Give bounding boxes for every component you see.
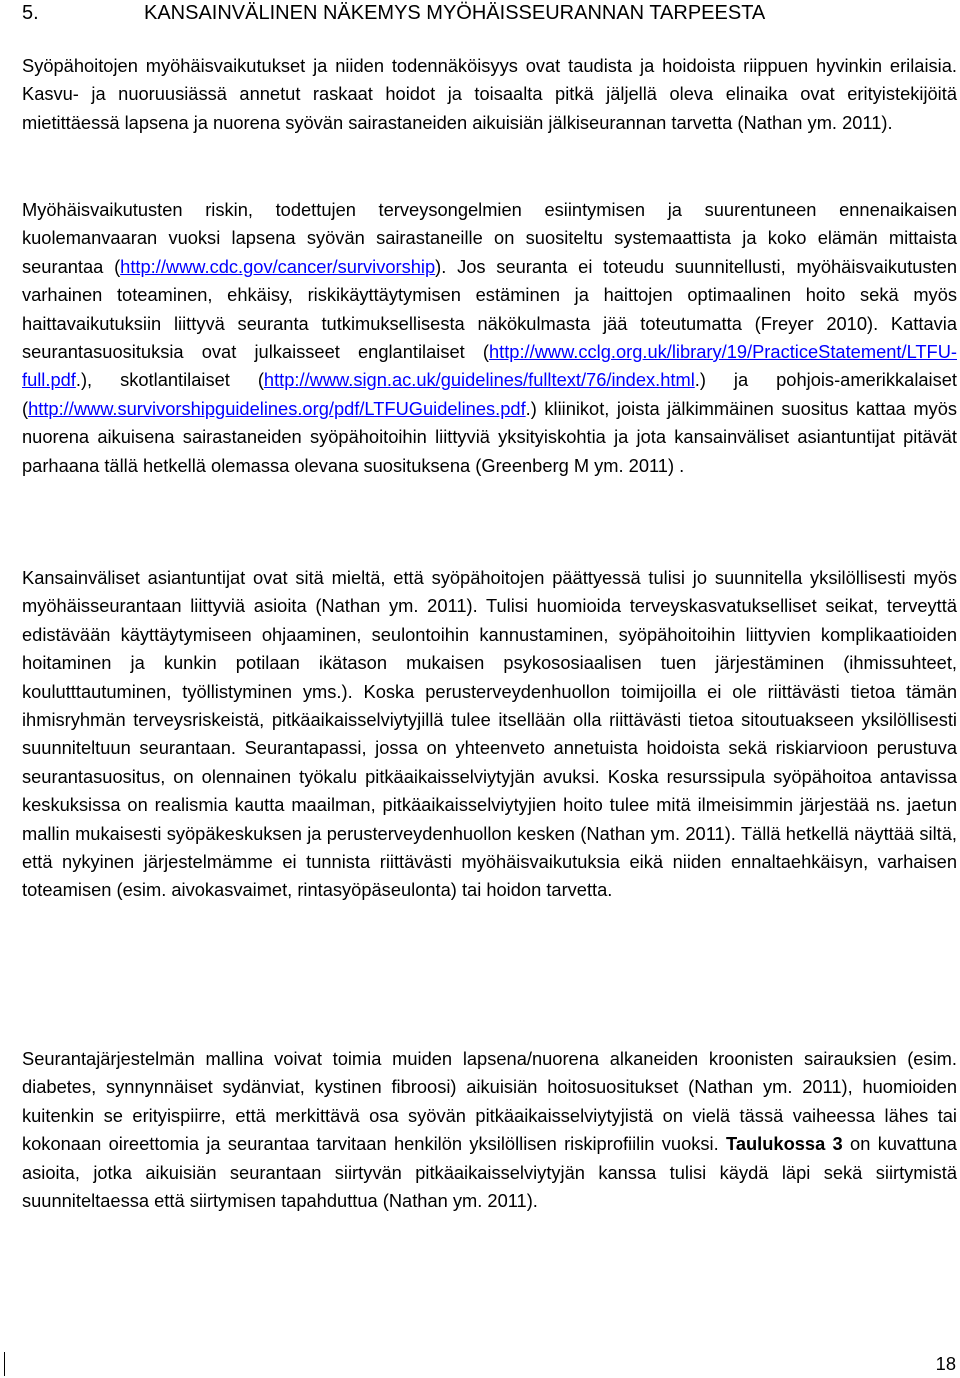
section-number: 5. xyxy=(22,2,39,24)
paragraph-intro: Syöpähoitojen myöhäisvaikutukset ja niiden todennäköisyys ovat taudista ja hoidoista riippuen hyvinkin erilaisia. Kasvu- ja nuoruusiässä annetut raskaat hoidot ja toisaalta pitkä jäljellä oleva elinaika ovat erityistekijöitä mietittäessä lapsena ja nuorena syövän sairastaneiden aikuisiän jälkiseurannan tarvetta (Nathan ym. 2011). xyxy=(22,55,957,133)
paragraph-text: ). Jos seuranta ei toteudu suunnitellusti, myöhäisvaikutusten varhainen toteaminen, ehkäisy, riskikäyttäytymisen estäminen ja haittojen optimaalinen hoito sekä myös haittavaikutuksiin liittyvä seuranta tutkimuksellisesta näkökulmasta jää toteutumatta (Freyer 2010). Kattavia seurantasuosituksia ovat julkaisseet englantilaiset ( xyxy=(22,255,957,363)
page-number: 18 xyxy=(935,1353,956,1374)
paragraph-model xyxy=(22,1045,957,1215)
paragraph-text: Seurantajärjestelmän mallina voivat toimia muiden lapsena/nuorena alkaneiden kroonisten sairauksien (esim. diabetes, synnynnäiset sydänviat, kystinen fibroosi) aikuisiän hoitosuositukset (Nathan ym. 2011), huomioiden kuitenkin se erityispiirre, että merkittävä osa syövän pitkäaikaisselviytyjistä on vielä tässä vaiheessa lähes tai kokonaan oireettomia ja seurantaa tarvitaan henkilön yksilöllisen riskiprofiilin vuoksi. xyxy=(22,1048,957,1155)
paragraph-recommendations xyxy=(22,196,957,480)
text-cursor xyxy=(4,1352,5,1376)
table-reference: Taulukossa 3 xyxy=(726,1133,843,1155)
link-survivorship-guidelines[interactable]: http://www.survivorshipguidelines.org/pdf/LTFUGuidelines.pdf xyxy=(28,397,526,419)
link-cclg-ltfu[interactable]: http://www.cclg.org.uk/library/19/PracticeStatement/LTFU-full.pdf xyxy=(22,341,957,391)
paragraph-text: on kuvattuna asioita, jotka aikuisiän seurantaan siirtyvän pitkäaikaisselviytyjän kanssa tulisi käydä läpi sekä siirtymistä suunniteltaessa että siirtymisen tapahduttua (Nathan ym. 2011). xyxy=(22,1133,957,1212)
paragraph-experts: Kansainväliset asiantuntijat ovat sitä mieltä, että syöpähoitojen päättyessä tulisi jo suunnitella yksilöllisesti myös myöhäisseurantaan liittyviä asioita (Nathan ym. 2011). Tulisi huomioida terveyskasvatukselliset seikat, terveyttä edistävään käyttäytymiseen ohjaaminen, seulontoihin kannustaminen, syöpähoitoihin liittyvien komplikaatioiden hoitaminen ja kunkin potilaan ikätason mukaisen psykososiaalisen tuen järjestäminen (ihmissuhteet, koulutttautuminen, työllistyminen yms.). Koska perusterveydenhuollon toimijoilla ei ole riittävästi tietoa tämän ihmisryhmän terveysriskeistä, pitkäaikaisselviytyjillä tulee itsellään olla riittävästi tietoa sitoutuakseen yksilöllisesti suunniteltuun seurantaan. Seurantapassi, jossa on yhteenveto annetuista hoidoista sekä riskiarvioon perustuva seurantasuositus, on olennainen työkalu pitkäaikaisselviytyjän avuksi. Koska resurssipula syöpähoitoa antavissa keskuksissa on realismia kautta maailman, pitkäaikaisselviytyjien hoito tulee mitä ilmeisimmin järjestää ns. jaetun mallin mukaisesti syöpäkeskuksen ja perusterveydenhuollon kesken (Nathan ym. 2011). Tällä hetkellä näyttää siltä, että nykyinen järjestelmämme ei tunnista riittävästi myöhäisvaikutuksia eikä niiden ennaltaehkäisyn, varhaisen toteamisen (esim. aivokasvaimet, rintasyöpäseulonta) tai hoidon tarvetta. xyxy=(22,567,957,901)
paragraph-text: .), skotlantilaiset ( xyxy=(75,369,264,391)
paragraph-text: .) kliinikot, joista jälkimmäinen suositus kattaa myös nuorena aikuisena sairastaneiden syöpähoitoihin liittyviä yksityiskohtia ja jota kansainväliset asiantuntijat pitävät parhaana tällä hetkellä olemassa olevana suosituksena (Greenberg M ym. 2011) . xyxy=(22,397,957,476)
section-title: KANSAINVÄLINEN NÄKEMYS MYÖHÄISSEURANNAN TARPEESTA xyxy=(144,2,766,24)
link-cdc-survivorship[interactable]: http://www.cdc.gov/cancer/survivorship xyxy=(120,255,436,277)
paragraph-text: Myöhäisvaikutusten riskin, todettujen terveysongelmien esiintymisen ja suurentuneen ennenaikaisen kuolemanvaaran vuoksi lapsena syövän sairastaneille on suositeltu systemaattista ja koko elämän mittaista seurantaa ( xyxy=(22,199,957,277)
section-heading xyxy=(22,1,765,25)
paragraph-text: .) ja pohjois-amerikkalaiset ( xyxy=(22,369,957,419)
link-sign-guidelines[interactable]: http://www.sign.ac.uk/guidelines/fulltext/76/index.html xyxy=(263,369,695,391)
